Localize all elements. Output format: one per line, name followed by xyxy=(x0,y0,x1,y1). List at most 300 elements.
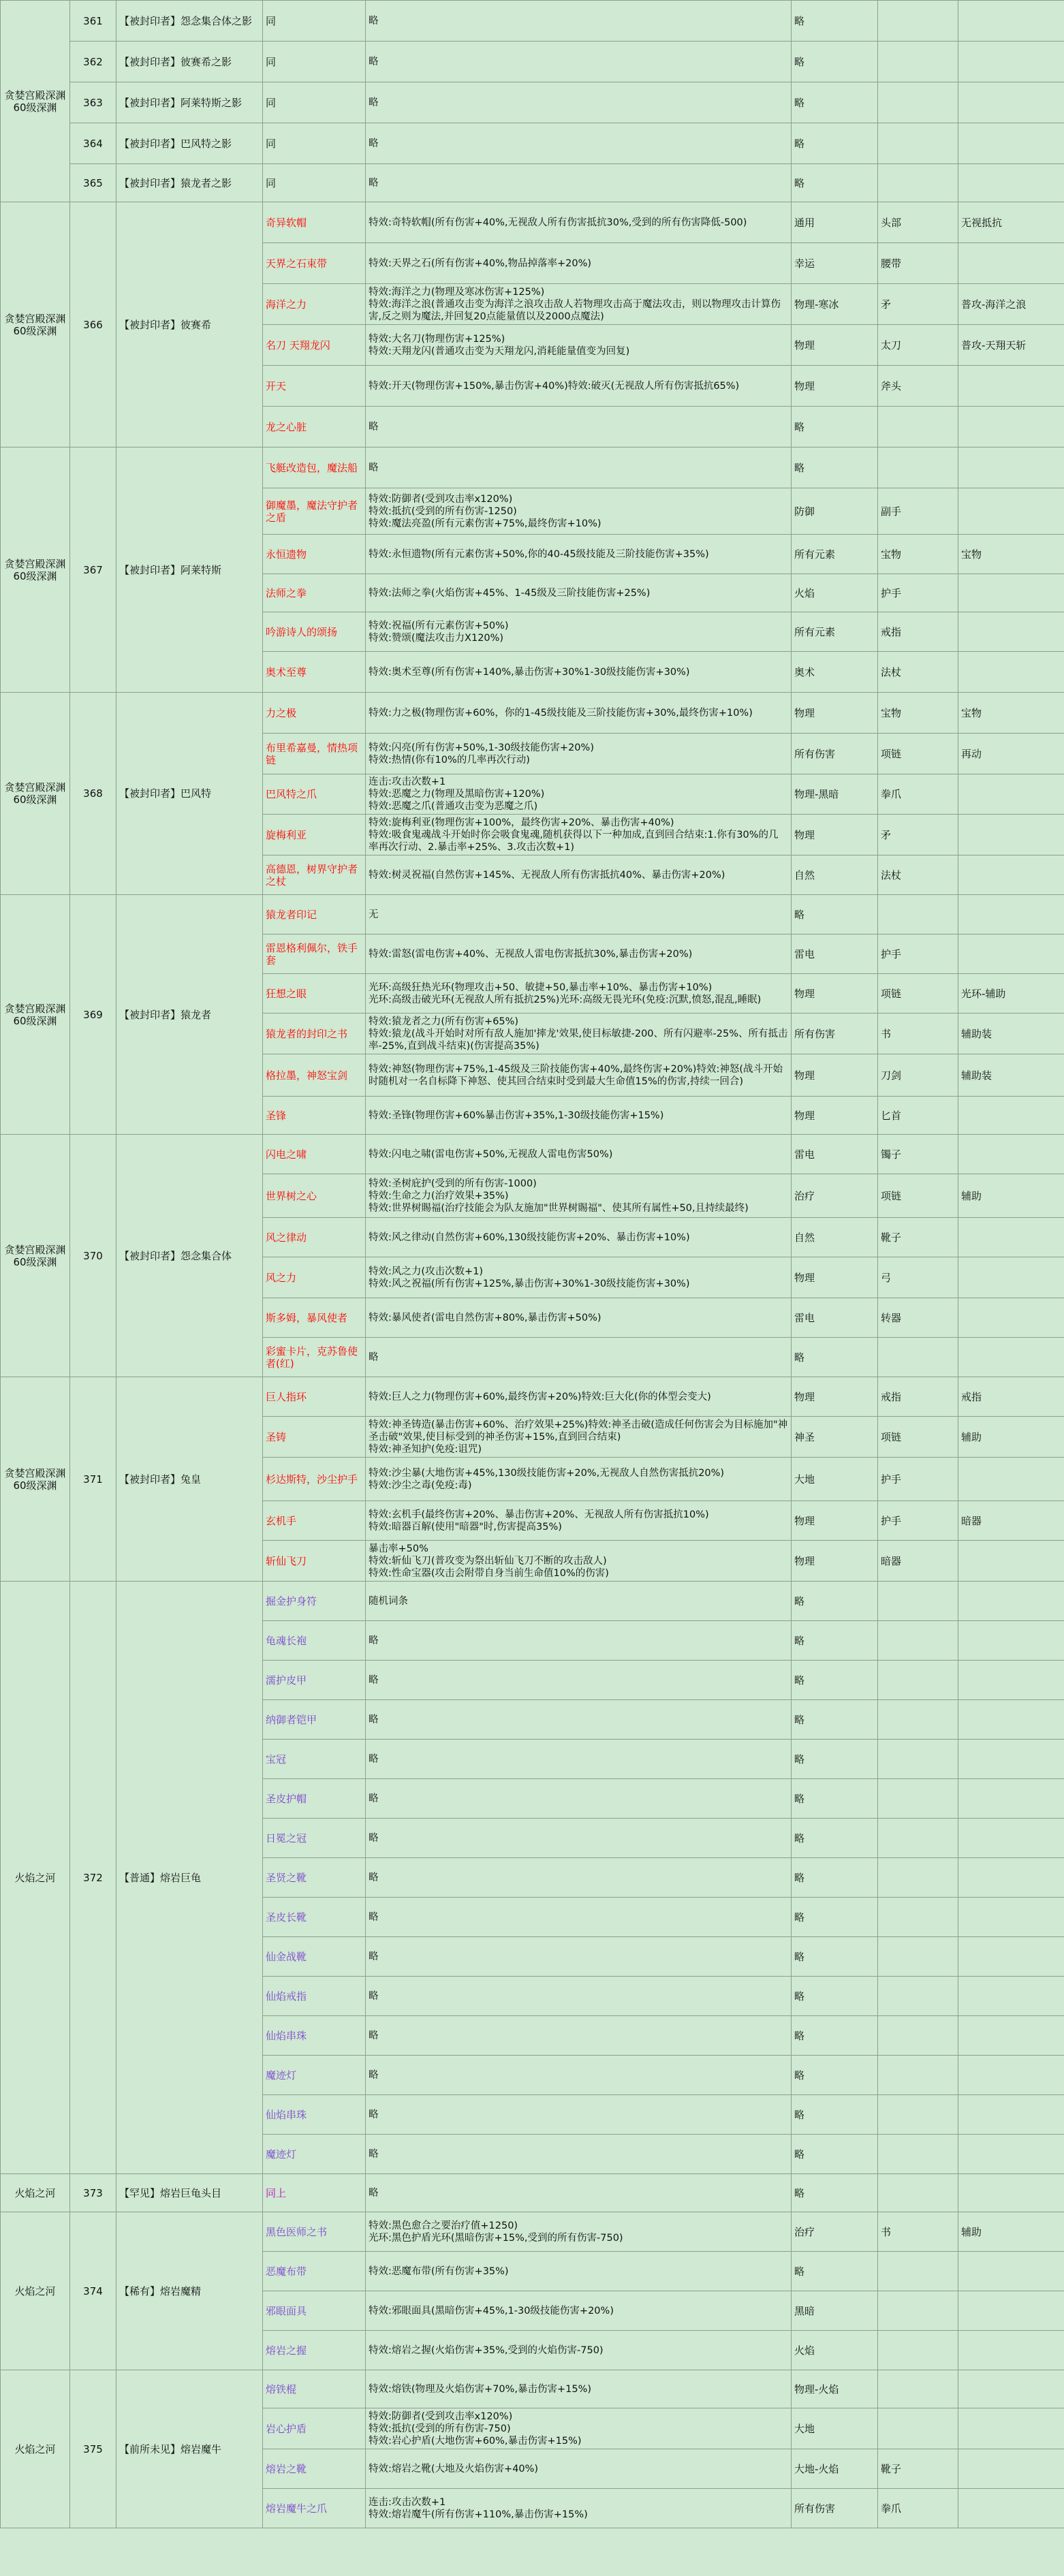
table-row xyxy=(1,202,1064,243)
item-type-cell: 自然 xyxy=(792,1218,878,1257)
item-slot-cell xyxy=(878,2252,958,2291)
item-note-cell xyxy=(958,243,1064,284)
item-slot-cell: 镯子 xyxy=(878,1135,958,1174)
item-effect-cell: 特效:熔铁(物理及火焰伤害+70%,暴击伤害+15%) xyxy=(366,2370,792,2408)
item-name-cell: 杉达斯特，沙尘护手 xyxy=(263,1458,366,1501)
boss-number-cell: 365 xyxy=(70,164,116,202)
item-note-cell xyxy=(958,1218,1064,1257)
item-note-cell xyxy=(958,1,1064,42)
item-effect-cell: 略 xyxy=(366,1858,792,1898)
item-slot-cell: 宝物 xyxy=(878,693,958,734)
item-name-cell: 海洋之力 xyxy=(263,284,366,325)
item-note-cell xyxy=(958,1135,1064,1174)
item-slot-cell: 矛 xyxy=(878,284,958,325)
item-note-cell xyxy=(958,2449,1064,2489)
item-name-cell: 飞艇改造包，魔法船 xyxy=(263,447,366,488)
boss-number-cell: 375 xyxy=(70,2370,116,2528)
item-effect-cell: 略 xyxy=(366,42,792,82)
boss-name-cell: 【被封印者】彼赛希 xyxy=(116,202,263,447)
boss-name-cell: 【被封印者】彼赛希之影 xyxy=(116,42,263,82)
table-row xyxy=(1,693,1064,734)
region-cell: 贪婪宫殿深渊 60级深渊 xyxy=(1,693,70,895)
item-effect-cell: 特效:熔岩之握(火焰伤害+35%,受到的火焰伤害-750) xyxy=(366,2331,792,2370)
loot-table-body xyxy=(1,1,1064,2528)
boss-name-cell: 【被封印者】阿莱特斯 xyxy=(116,447,263,693)
item-note-cell: 光环-辅助 xyxy=(958,974,1064,1014)
item-type-cell: 略 xyxy=(792,1898,878,1937)
item-effect-cell: 特效:雷怒(雷电伤害+40%、无视敌人雷电伤害抵抗30%,暴击伤害+20%) xyxy=(366,934,792,974)
boss-number-cell: 361 xyxy=(70,1,116,42)
boss-number-cell: 363 xyxy=(70,82,116,123)
item-note-cell: 无视抵抗 xyxy=(958,202,1064,243)
item-slot-cell xyxy=(878,1338,958,1377)
item-effect-cell: 特效:旋梅利亚(物理伤害+100%，最终伤害+20%、暴击伤害+40%) 特效:吸食鬼魂战斗开始时你会吸食鬼魂,随机获得以下一种加成,直到回合结束:1.你有30%的几率再次行动、2.暴击率+25%、3.攻击次数+1) xyxy=(366,815,792,855)
item-effect-cell: 特效:暴风使者(雷电自然伤害+80%,暴击伤害+50%) xyxy=(366,1298,792,1338)
table-row xyxy=(1,447,1064,488)
item-slot-cell xyxy=(878,1582,958,1621)
item-slot-cell xyxy=(878,2408,958,2449)
item-slot-cell: 太刀 xyxy=(878,325,958,366)
item-slot-cell xyxy=(878,2056,958,2095)
item-note-cell xyxy=(958,1298,1064,1338)
item-name-cell: 仙焰戒指 xyxy=(263,1977,366,2016)
item-slot-cell: 头部 xyxy=(878,202,958,243)
item-slot-cell: 书 xyxy=(878,1014,958,1054)
region-cell: 火焰之河 xyxy=(1,1582,70,2174)
item-name-cell: 同 xyxy=(263,1,366,42)
item-type-cell: 物理-寒冰 xyxy=(792,284,878,325)
item-type-cell: 略 xyxy=(792,895,878,934)
item-name-cell: 旋梅利亚 xyxy=(263,815,366,855)
item-effect-cell: 特效:奥术至尊(所有伤害+140%,暴击伤害+30%1-30级技能伤害+30%) xyxy=(366,652,792,693)
table-row xyxy=(1,2370,1064,2408)
item-name-cell: 魔迹灯 xyxy=(263,2056,366,2095)
item-note-cell xyxy=(958,2016,1064,2056)
item-note-cell xyxy=(958,366,1064,407)
item-effect-cell: 略 xyxy=(366,1740,792,1779)
boss-name-cell: 【被封印者】巴风特 xyxy=(116,693,263,895)
item-name-cell: 邪眼面具 xyxy=(263,2291,366,2331)
item-slot-cell xyxy=(878,2291,958,2331)
item-note-cell xyxy=(958,2331,1064,2370)
item-effect-cell: 特效:防御者(受到攻击率x120%) 特效:抵抗(受到的所有伤害-750) 特效:岩心护盾(大地伤害+60%,暴击伤害+15%) xyxy=(366,2408,792,2449)
item-effect-cell: 略 xyxy=(366,1898,792,1937)
item-note-cell xyxy=(958,2056,1064,2095)
boss-number-cell: 367 xyxy=(70,447,116,693)
region-cell: 贪婪宫殿深渊 60级深渊 xyxy=(1,202,70,447)
item-effect-cell: 暴击率+50% 特效:斩仙飞刀(普攻变为祭出斩仙飞刀不断的攻击敌人) 特效:性命宝器(攻击会附带自身当前生命值10%的伤害) xyxy=(366,1541,792,1582)
item-type-cell: 略 xyxy=(792,1779,878,1819)
item-name-cell: 力之极 xyxy=(263,693,366,734)
item-type-cell: 雷电 xyxy=(792,1135,878,1174)
item-effect-cell: 略 xyxy=(366,1621,792,1661)
item-effect-cell: 略 xyxy=(366,1,792,42)
item-effect-cell: 略 xyxy=(366,1661,792,1700)
item-type-cell: 物理 xyxy=(792,974,878,1014)
region-cell: 火焰之河 xyxy=(1,2212,70,2370)
item-name-cell: 世界树之心 xyxy=(263,1174,366,1218)
item-effect-cell: 略 xyxy=(366,447,792,488)
item-note-cell: 再动 xyxy=(958,734,1064,774)
item-note-cell xyxy=(958,1621,1064,1661)
item-effect-cell: 特效:闪电之啸(雷电伤害+50%,无视敌人雷电伤害50%) xyxy=(366,1135,792,1174)
region-cell: 贪婪宫殿深渊 60级深渊 xyxy=(1,1135,70,1377)
item-effect-cell: 特效:圣锋(物理伤害+60%暴击伤害+35%,1-30级技能伤害+15%) xyxy=(366,1097,792,1135)
item-type-cell: 物理 xyxy=(792,693,878,734)
item-name-cell: 玄机手 xyxy=(263,1501,366,1541)
item-name-cell: 天界之石束带 xyxy=(263,243,366,284)
item-name-cell: 同 xyxy=(263,82,366,123)
item-name-cell: 狂想之眼 xyxy=(263,974,366,1014)
item-slot-cell: 副手 xyxy=(878,488,958,535)
item-type-cell: 雷电 xyxy=(792,934,878,974)
item-type-cell: 略 xyxy=(792,1858,878,1898)
boss-number-cell: 370 xyxy=(70,1135,116,1377)
boss-number-cell: 366 xyxy=(70,202,116,447)
table-row xyxy=(1,2212,1064,2252)
item-name-cell: 巨人指环 xyxy=(263,1377,366,1417)
item-slot-cell: 靴子 xyxy=(878,1218,958,1257)
boss-name-cell: 【被封印者】怨念集合体 xyxy=(116,1135,263,1377)
item-name-cell: 猿龙者印记 xyxy=(263,895,366,934)
item-name-cell: 开天 xyxy=(263,366,366,407)
item-effect-cell: 特效:风之律动(自然伤害+60%,130级技能伤害+20%、暴击伤害+10%) xyxy=(366,1218,792,1257)
item-note-cell xyxy=(958,1097,1064,1135)
item-slot-cell xyxy=(878,1937,958,1977)
item-slot-cell: 拳爪 xyxy=(878,774,958,815)
item-slot-cell: 匕首 xyxy=(878,1097,958,1135)
boss-number-cell: 374 xyxy=(70,2212,116,2370)
item-effect-cell: 略 xyxy=(366,1338,792,1377)
table-row xyxy=(1,1377,1064,1417)
boss-name-cell: 【普通】熔岩巨龟 xyxy=(116,1582,263,2174)
item-name-cell: 熔岩魔牛之爪 xyxy=(263,2489,366,2528)
item-note-cell xyxy=(958,934,1064,974)
item-note-cell: 普攻-天翔天斩 xyxy=(958,325,1064,366)
item-note-cell xyxy=(958,1779,1064,1819)
item-name-cell: 法师之拳 xyxy=(263,574,366,612)
item-note-cell xyxy=(958,164,1064,202)
item-type-cell: 略 xyxy=(792,123,878,164)
item-note-cell xyxy=(958,1458,1064,1501)
item-slot-cell: 暗器 xyxy=(878,1541,958,1582)
item-type-cell: 所有伤害 xyxy=(792,1014,878,1054)
item-note-cell xyxy=(958,1582,1064,1621)
item-effect-cell: 特效:风之力(攻击次数+1) 特效:风之祝福(所有伤害+125%,暴击伤害+30%1-30级技能伤害+30%) xyxy=(366,1257,792,1298)
item-slot-cell xyxy=(878,123,958,164)
item-effect-cell: 特效:猿龙者之力(所有伤害+65%) 特效:猿龙(战斗开始时对所有敌人施加'摔龙'效果,使目标敏捷-200、所有闪避率-25%、所有抵击率-25%,直到战斗结束)(伤害提高35%) xyxy=(366,1014,792,1054)
item-slot-cell: 护手 xyxy=(878,1501,958,1541)
item-note-cell xyxy=(958,82,1064,123)
item-effect-cell: 略 xyxy=(366,82,792,123)
item-name-cell: 岩心护盾 xyxy=(263,2408,366,2449)
item-note-cell: 辅助 xyxy=(958,1417,1064,1458)
item-note-cell xyxy=(958,1977,1064,2016)
item-type-cell: 略 xyxy=(792,407,878,447)
item-note-cell xyxy=(958,2291,1064,2331)
region-cell: 贪婪宫殿深渊 60级深渊 xyxy=(1,895,70,1135)
item-note-cell xyxy=(958,2174,1064,2212)
item-name-cell: 仙焰串珠 xyxy=(263,2095,366,2135)
item-name-cell: 龟魂长袍 xyxy=(263,1621,366,1661)
item-type-cell: 略 xyxy=(792,2252,878,2291)
item-name-cell: 纳御者铠甲 xyxy=(263,1700,366,1740)
item-slot-cell: 项链 xyxy=(878,1174,958,1218)
item-note-cell: 辅助装 xyxy=(958,1014,1064,1054)
item-name-cell: 永恒遗物 xyxy=(263,535,366,574)
item-type-cell: 略 xyxy=(792,1937,878,1977)
item-effect-cell: 特效:熔岩之靴(大地及火焰伤害+40%) xyxy=(366,2449,792,2489)
item-effect-cell: 特效:闪亮(所有伤害+50%,1-30级技能伤害+20%) 特效:热情(你有10%的几率再次行动) xyxy=(366,734,792,774)
item-name-cell: 猿龙者的封印之书 xyxy=(263,1014,366,1054)
item-note-cell: 宝物 xyxy=(958,535,1064,574)
item-effect-cell: 特效:防御者(受到攻击率x120%) 特效:抵抗(受到的所有伤害-1250) 特效:魔法亮盈(所有元素伤害+75%,最终伤害+10%) xyxy=(366,488,792,535)
item-slot-cell: 护手 xyxy=(878,1458,958,1501)
item-name-cell: 高德恩，树界守护者之杖 xyxy=(263,855,366,895)
item-type-cell: 雷电 xyxy=(792,1298,878,1338)
item-slot-cell: 靴子 xyxy=(878,2449,958,2489)
item-effect-cell: 特效:海洋之力(物理及寒冰伤害+125%) 特效:海洋之浪(普通攻击变为海洋之浪攻击敌人若物理攻击高于魔法攻击，则以物理攻击计算伤害,反之则为魔法,并回复20点能量值以及2000点魔法) xyxy=(366,284,792,325)
item-effect-cell: 略 xyxy=(366,2016,792,2056)
item-slot-cell: 项链 xyxy=(878,974,958,1014)
item-type-cell: 略 xyxy=(792,2056,878,2095)
item-note-cell: 宝物 xyxy=(958,693,1064,734)
item-slot-cell xyxy=(878,2016,958,2056)
item-type-cell: 通用 xyxy=(792,202,878,243)
item-type-cell: 略 xyxy=(792,1977,878,2016)
item-note-cell xyxy=(958,1898,1064,1937)
item-note-cell xyxy=(958,123,1064,164)
item-slot-cell: 矛 xyxy=(878,815,958,855)
item-name-cell: 龙之心脏 xyxy=(263,407,366,447)
item-effect-cell: 特效:巨人之力(物理伤害+60%,最终伤害+20%)特效:巨大化(你的体型会变大) xyxy=(366,1377,792,1417)
item-effect-cell: 略 xyxy=(366,1779,792,1819)
item-effect-cell: 特效:法师之拳(火焰伤害+45%、1-45级及三阶技能伤害+25%) xyxy=(366,574,792,612)
boss-number-cell: 369 xyxy=(70,895,116,1135)
item-effect-cell: 略 xyxy=(366,2135,792,2174)
item-slot-cell: 腰带 xyxy=(878,243,958,284)
item-type-cell: 神圣 xyxy=(792,1417,878,1458)
item-type-cell: 自然 xyxy=(792,855,878,895)
item-name-cell: 雷恩格利佩尔，铁手套 xyxy=(263,934,366,974)
item-effect-cell: 特效:奇特软帽(所有伤害+40%,无视敌人所有伤害抵抗30%,受到的所有伤害降低-500) xyxy=(366,202,792,243)
region-cell: 火焰之河 xyxy=(1,2370,70,2528)
item-note-cell xyxy=(958,1338,1064,1377)
item-slot-cell: 戒指 xyxy=(878,612,958,652)
region-cell: 贪婪宫殿深渊 60级深渊 xyxy=(1,1,70,202)
item-note-cell xyxy=(958,1740,1064,1779)
item-name-cell: 圣铸 xyxy=(263,1417,366,1458)
item-slot-cell xyxy=(878,1661,958,1700)
item-note-cell xyxy=(958,2135,1064,2174)
item-note-cell: 戒指 xyxy=(958,1377,1064,1417)
item-slot-cell: 护手 xyxy=(878,574,958,612)
table-row xyxy=(1,42,1064,82)
item-name-cell: 掘金护身符 xyxy=(263,1582,366,1621)
item-type-cell: 物理 xyxy=(792,1097,878,1135)
item-slot-cell xyxy=(878,2174,958,2212)
item-note-cell xyxy=(958,855,1064,895)
item-name-cell: 同 xyxy=(263,123,366,164)
item-slot-cell xyxy=(878,1898,958,1937)
item-effect-cell: 连击:攻击次数+1 特效:恶魔之力(物理及黑暗伤害+120%) 特效:恶魔之爪(普通攻击变为恶魔之爪) xyxy=(366,774,792,815)
table-row xyxy=(1,2174,1064,2212)
item-effect-cell: 特效:沙尘暴(大地伤害+45%,130级技能伤害+20%,无视敌人自然伤害抵抗20%) 特效:沙尘之毒(免疫:毒) xyxy=(366,1458,792,1501)
item-name-cell: 布里希嘉曼，情热项链 xyxy=(263,734,366,774)
item-type-cell: 黑暗 xyxy=(792,2291,878,2331)
item-effect-cell: 特效:神怒(物理伤害+75%,1-45级及三阶技能伤害+40%,最终伤害+20%)特效:神怒(战斗开始时随机对一名自标降下神怒、使其回合结束时受到最大生命值15%的伤害,持续一回合) xyxy=(366,1054,792,1097)
item-name-cell: 日冕之冠 xyxy=(263,1819,366,1858)
item-type-cell: 略 xyxy=(792,1,878,42)
item-slot-cell xyxy=(878,1700,958,1740)
item-note-cell xyxy=(958,2095,1064,2135)
boss-name-cell: 【稀有】熔岩魔精 xyxy=(116,2212,263,2370)
item-type-cell: 略 xyxy=(792,1700,878,1740)
item-slot-cell: 转器 xyxy=(878,1298,958,1338)
boss-number-cell: 371 xyxy=(70,1377,116,1582)
item-effect-cell: 略 xyxy=(366,1700,792,1740)
item-effect-cell: 特效:黑色愈合之要治疗值+1250) 光环:黑色护盾光环(黑暗伤害+15%,受到的所有伤害-750) xyxy=(366,2212,792,2252)
item-name-cell: 熔岩之靴 xyxy=(263,2449,366,2489)
item-slot-cell xyxy=(878,2135,958,2174)
item-name-cell: 黑色医师之书 xyxy=(263,2212,366,2252)
item-effect-cell: 特效:恶魔布带(所有伤害+35%) xyxy=(366,2252,792,2291)
item-type-cell: 奥术 xyxy=(792,652,878,693)
item-slot-cell xyxy=(878,1819,958,1858)
item-type-cell: 略 xyxy=(792,1740,878,1779)
item-effect-cell: 略 xyxy=(366,2174,792,2212)
item-name-cell: 仙金战靴 xyxy=(263,1937,366,1977)
item-note-cell xyxy=(958,42,1064,82)
item-effect-cell: 连击:攻击次数+1 特效:熔岩魔牛(所有伤害+110%,暴击伤害+15%) xyxy=(366,2489,792,2528)
item-type-cell: 略 xyxy=(792,1621,878,1661)
item-type-cell: 略 xyxy=(792,2016,878,2056)
item-type-cell: 略 xyxy=(792,164,878,202)
item-type-cell: 所有伤害 xyxy=(792,734,878,774)
item-slot-cell xyxy=(878,407,958,447)
item-type-cell: 大地 xyxy=(792,2408,878,2449)
item-name-cell: 奇异软帽 xyxy=(263,202,366,243)
table-row xyxy=(1,82,1064,123)
item-slot-cell xyxy=(878,1977,958,2016)
item-type-cell: 物理 xyxy=(792,1257,878,1298)
item-slot-cell: 书 xyxy=(878,2212,958,2252)
item-effect-cell: 特效:大名刀(物理伤害+125%) 特效:天翔龙闪(普通攻击变为天翔龙闪,消耗能量值变为回复) xyxy=(366,325,792,366)
item-slot-cell xyxy=(878,2370,958,2408)
item-name-cell: 熔岩之握 xyxy=(263,2331,366,2370)
item-note-cell xyxy=(958,895,1064,934)
item-type-cell: 火焰 xyxy=(792,574,878,612)
item-slot-cell: 项链 xyxy=(878,1417,958,1458)
item-name-cell: 魔迹灯 xyxy=(263,2135,366,2174)
boss-number-cell: 372 xyxy=(70,1582,116,2174)
item-name-cell: 圣贤之靴 xyxy=(263,1858,366,1898)
item-type-cell: 物理-黑暗 xyxy=(792,774,878,815)
table-row xyxy=(1,1,1064,42)
item-type-cell: 略 xyxy=(792,42,878,82)
boss-name-cell: 【被封印者】猿龙者之影 xyxy=(116,164,263,202)
item-name-cell: 同 xyxy=(263,42,366,82)
region-cell: 火焰之河 xyxy=(1,2174,70,2212)
item-type-cell: 治疗 xyxy=(792,1174,878,1218)
item-name-cell: 熔铁棍 xyxy=(263,2370,366,2408)
item-effect-cell: 光环:高级狂热光环(物理攻击+50、敏捷+50,暴击率+10%、暴击伤害+10%) 光环:高级击破光环(无视敌人所有抵抗25%)光环:高级无畏光环(免疫:沉默,愤怒,混乱,睡眠) xyxy=(366,974,792,1014)
item-note-cell xyxy=(958,774,1064,815)
item-note-cell: 辅助 xyxy=(958,2212,1064,2252)
item-slot-cell: 宝物 xyxy=(878,535,958,574)
item-note-cell xyxy=(958,1541,1064,1582)
item-slot-cell xyxy=(878,1779,958,1819)
item-name-cell: 吟游诗人的颂扬 xyxy=(263,612,366,652)
item-effect-cell: 特效:永恒遗物(所有元素伤害+50%,你的40-45级技能及三阶技能伤害+35%) xyxy=(366,535,792,574)
table-row xyxy=(1,164,1064,202)
item-effect-cell: 略 xyxy=(366,2056,792,2095)
item-effect-cell: 特效:神圣铸造(暴击伤害+60%、治疗效果+25%)特效:神圣击破(造成任何伤害会为目标施加"神圣击破"效果,使目标受到的神圣伤害+15%,直到回合结束) 特效:神圣知护(免疫:诅咒) xyxy=(366,1417,792,1458)
item-note-cell: 辅助装 xyxy=(958,1054,1064,1097)
item-type-cell: 治疗 xyxy=(792,2212,878,2252)
item-note-cell xyxy=(958,2489,1064,2528)
item-slot-cell xyxy=(878,1740,958,1779)
boss-name-cell: 【被封印者】巴风特之影 xyxy=(116,123,263,164)
item-type-cell: 物理-火焰 xyxy=(792,2370,878,2408)
item-effect-cell: 略 xyxy=(366,1937,792,1977)
item-type-cell: 略 xyxy=(792,2174,878,2212)
item-effect-cell: 特效:邪眼面具(黑暗伤害+45%,1-30级技能伤害+20%) xyxy=(366,2291,792,2331)
item-name-cell: 斩仙飞刀 xyxy=(263,1541,366,1582)
item-type-cell: 物理 xyxy=(792,366,878,407)
item-slot-cell xyxy=(878,164,958,202)
item-effect-cell: 略 xyxy=(366,1819,792,1858)
item-slot-cell xyxy=(878,447,958,488)
item-name-cell: 奥术至尊 xyxy=(263,652,366,693)
item-slot-cell: 戒指 xyxy=(878,1377,958,1417)
boss-name-cell: 【被封印者】怨念集合体之影 xyxy=(116,1,263,42)
item-name-cell: 圣锋 xyxy=(263,1097,366,1135)
item-slot-cell: 弓 xyxy=(878,1257,958,1298)
item-type-cell: 所有元素 xyxy=(792,612,878,652)
item-effect-cell: 特效:开天(物理伤害+150%,暴击伤害+40%)特效:破灭(无视敌人所有伤害抵抗65%) xyxy=(366,366,792,407)
item-name-cell: 风之律动 xyxy=(263,1218,366,1257)
item-effect-cell: 略 xyxy=(366,1977,792,2016)
item-effect-cell: 特效:圣树庇护(受到的所有伤害-1000) 特效:生命之力(治疗效果+35%) 特效:世界树賜福(治疗技能会为队友施加"世界树賜福"、使其所有属性+50,且持续最终) xyxy=(366,1174,792,1218)
item-note-cell xyxy=(958,2252,1064,2291)
item-slot-cell xyxy=(878,1621,958,1661)
item-note-cell xyxy=(958,488,1064,535)
item-note-cell xyxy=(958,652,1064,693)
item-type-cell: 略 xyxy=(792,2095,878,2135)
item-slot-cell: 护手 xyxy=(878,934,958,974)
item-type-cell: 防御 xyxy=(792,488,878,535)
boss-number-cell: 362 xyxy=(70,42,116,82)
item-type-cell: 略 xyxy=(792,447,878,488)
item-effect-cell: 随机词条 xyxy=(366,1582,792,1621)
item-type-cell: 略 xyxy=(792,1582,878,1621)
item-name-cell: 濡护皮甲 xyxy=(263,1661,366,1700)
item-slot-cell: 刀剑 xyxy=(878,1054,958,1097)
item-effect-cell: 特效:树灵祝福(自然伤害+145%、无视敌人所有伤害抵抗40%、暴击伤害+20%) xyxy=(366,855,792,895)
item-name-cell: 格拉墨，神怒宝剑 xyxy=(263,1054,366,1097)
item-name-cell: 圣皮护帽 xyxy=(263,1779,366,1819)
item-type-cell: 大地-火焰 xyxy=(792,2449,878,2489)
item-name-cell: 宝冠 xyxy=(263,1740,366,1779)
item-name-cell: 名刀 天翔龙闪 xyxy=(263,325,366,366)
boss-name-cell: 【前所未见】熔岩魔牛 xyxy=(116,2370,263,2528)
item-slot-cell xyxy=(878,2095,958,2135)
item-note-cell xyxy=(958,1257,1064,1298)
item-effect-cell: 特效:天界之石(所有伤害+40%,物品掉落率+20%) xyxy=(366,243,792,284)
table-row xyxy=(1,895,1064,934)
boss-name-cell: 【被封印者】阿莱特斯之影 xyxy=(116,82,263,123)
